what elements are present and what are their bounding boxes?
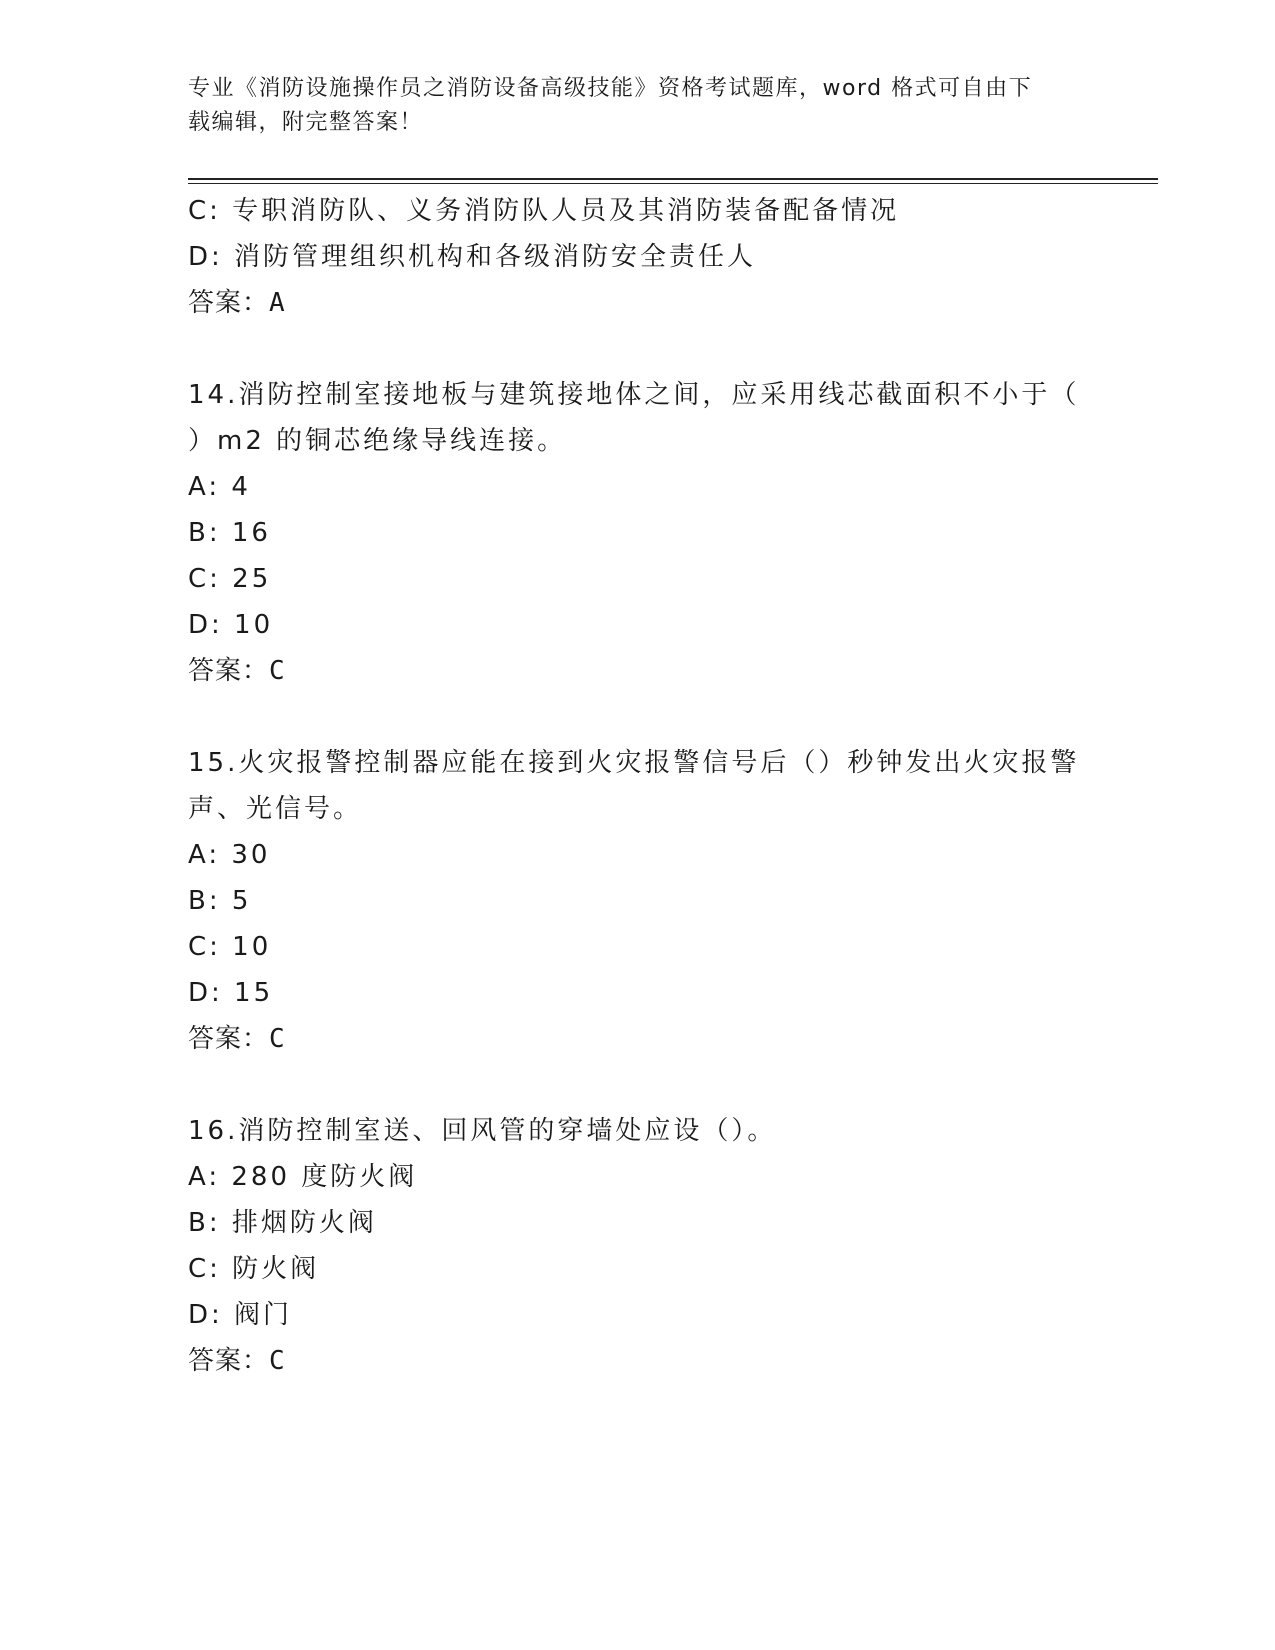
option-a: A: 30 <box>188 840 271 870</box>
option-a: A: 4 <box>188 472 251 502</box>
header-line-1: 专业《消防设施操作员之消防设备高级技能》资格考试题库，word 格式可自由下 <box>188 76 1033 101</box>
question-stem-line-1: 14.消防控制室接地板与建筑接地体之间，应采用线芯截面积不小于（ <box>188 380 1080 410</box>
header-line-2: 载编辑，附完整答案！ <box>188 110 424 135</box>
answer-value: C <box>269 1024 286 1054</box>
question-list <box>188 188 1088 1384</box>
option-d: D: 10 <box>188 610 274 640</box>
option-a: A: 280 度防火阀 <box>188 1162 418 1192</box>
option-d: D: 15 <box>188 978 274 1008</box>
question-stem-line-2: 声、光信号。 <box>188 794 363 824</box>
option-b: B: 5 <box>188 886 252 916</box>
option-b: B: 16 <box>188 518 271 548</box>
option-d: D: 阀门 <box>188 1300 293 1330</box>
option-b: B: 排烟防火阀 <box>188 1208 377 1238</box>
answer-value: C <box>269 656 286 686</box>
question-stem-line-2: ）m2 的铜芯绝缘导线连接。 <box>188 426 567 456</box>
answer-label: 答案： <box>188 1346 270 1376</box>
question-stem-line-1: 16.消防控制室送、回风管的穿墙处应设（）。 <box>188 1116 777 1146</box>
option-c: C: 防火阀 <box>188 1254 320 1284</box>
answer-line <box>188 1338 1088 1384</box>
answer-line <box>188 1016 1088 1062</box>
option-d: D: 消防管理组织机构和各级消防安全责任人 <box>188 242 757 272</box>
question-14 <box>188 372 1088 694</box>
option-c: C: 专职消防队、义务消防队人员及其消防装备配备情况 <box>188 196 900 226</box>
header-divider-thin <box>188 183 1158 184</box>
header-divider-thick <box>188 178 1158 180</box>
answer-label: 答案： <box>188 288 270 318</box>
question-15 <box>188 740 1088 1062</box>
question-13-remainder <box>188 188 1088 326</box>
answer-value: C <box>269 1346 286 1376</box>
answer-line <box>188 280 1088 326</box>
question-16 <box>188 1108 1088 1384</box>
answer-value: A <box>269 288 286 318</box>
answer-label: 答案： <box>188 1024 270 1054</box>
question-stem-line-1: 15.火灾报警控制器应能在接到火灾报警信号后（）秒钟发出火灾报警 <box>188 748 1080 778</box>
document-header <box>188 72 1088 140</box>
answer-label: 答案： <box>188 656 270 686</box>
answer-line <box>188 648 1088 694</box>
option-c: C: 25 <box>188 564 272 594</box>
option-c: C: 10 <box>188 932 272 962</box>
